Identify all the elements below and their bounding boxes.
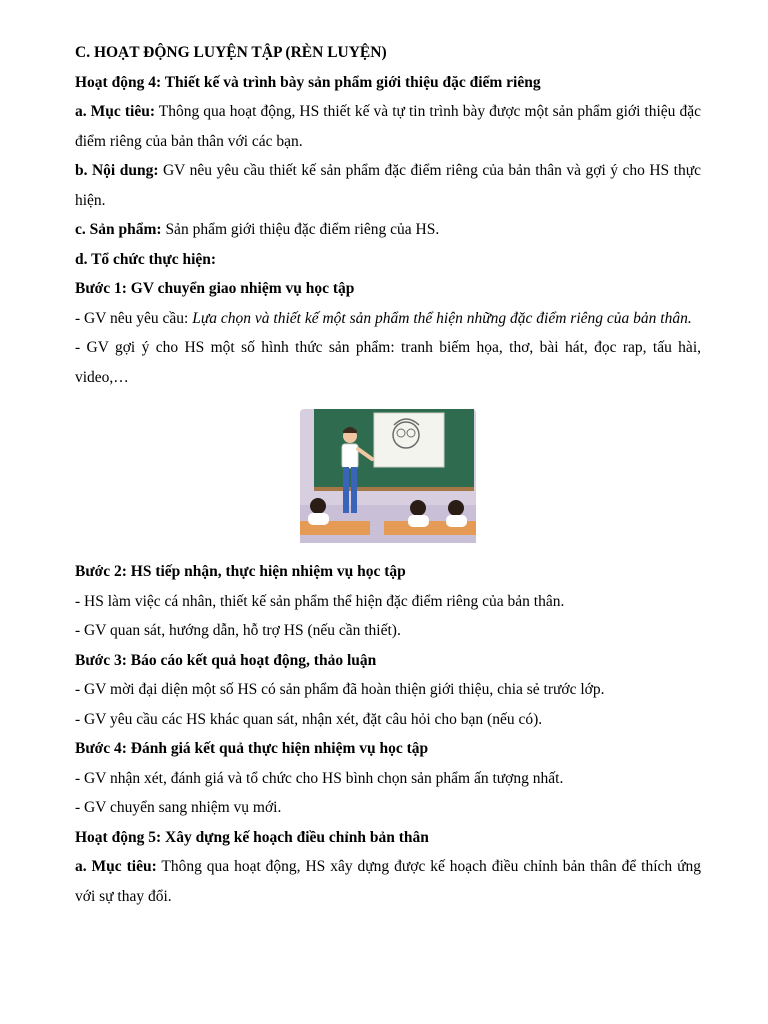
step1-line1-prefix: - GV nêu yêu cầu:	[75, 309, 193, 327]
teacher-shirt	[342, 444, 358, 468]
student-1-head	[310, 498, 326, 514]
student-2-shirt	[408, 515, 429, 527]
step1-line2: - GV gợi ý cho HS một số hình thức sản phẩm: tranh biếm họa, thơ, bài hát, đọc rap, tấu hài, video,…	[75, 339, 701, 386]
product-label: c. Sản phẩm:	[75, 221, 162, 238]
step1-line1-italic: Lựa chọn và thiết kế một sản phẩm thể hiện những đặc điểm riêng của bản thân.	[192, 309, 692, 327]
product-text: Sản phẩm giới thiệu đặc điểm riêng của HS.	[161, 221, 440, 238]
board-ledge	[314, 487, 474, 491]
activity4-title: Hoạt động 4: Thiết kế và trình bày sản phẩm giới thiệu đặc điểm riêng	[75, 73, 541, 91]
step1-title: Bước 1: GV chuyển giao nhiệm vụ học tập	[75, 280, 355, 297]
content-label: b. Nội dung:	[75, 162, 159, 179]
activity5-title: Hoạt động 5: Xây dựng kế hoạch điều chỉnh bản thân	[75, 828, 429, 846]
classroom-illustration	[75, 409, 701, 543]
step4-line1: - GV nhận xét, đánh giá và tổ chức cho HS bình chọn sản phẩm ấn tượng nhất.	[75, 769, 564, 787]
goal-text: Thông qua hoạt động, HS thiết kế và tự tin trình bày được một sản phẩm giới thiệu đặc điểm riêng của bản thân với các bạn.	[75, 103, 701, 150]
step2-title: Bước 2: HS tiếp nhận, thực hiện nhiệm vụ học tập	[75, 563, 406, 580]
classroom-image	[300, 409, 476, 543]
teacher-leg-left	[343, 467, 349, 513]
activity5-goal	[75, 852, 701, 911]
student-3-head	[448, 500, 464, 516]
student-1-shirt	[308, 513, 329, 525]
section-heading-c: C. HOẠT ĐỘNG LUYỆN TẬP (RÈN LUYỆN)	[75, 44, 387, 61]
activity5-goal-text: Thông qua hoạt động, HS xây dựng được kế hoạch điều chỉnh bản thân để thích ứng với sự thay đổi.	[75, 858, 701, 905]
activity5-goal-label: a. Mục tiêu:	[75, 858, 157, 875]
student-2-head	[410, 500, 426, 516]
content-text: GV nêu yêu cầu thiết kế sản phẩm đặc điểm riêng của bản thân và gợi ý cho HS thực hiện.	[75, 162, 701, 209]
step3-title: Bước 3: Báo cáo kết quả hoạt động, thảo luận	[75, 651, 377, 669]
activity4-goal	[75, 97, 701, 156]
activity4-organization: d. Tổ chức thực hiện:	[75, 250, 217, 268]
drawing-paper	[374, 413, 444, 467]
step4-line2: - GV chuyển sang nhiệm vụ mới.	[75, 799, 282, 816]
student-3-shirt	[446, 515, 467, 527]
activity4-product	[75, 215, 701, 245]
activity4-content	[75, 156, 701, 215]
step3-line1: - GV mời đại diện một số HS có sản phẩm đã hoàn thiện giới thiệu, chia sẻ trước lớp.	[75, 681, 605, 698]
goal-label: a. Mục tiêu:	[75, 103, 155, 120]
step2-line1: - HS làm việc cá nhân, thiết kế sản phẩm thể hiện đặc điểm riêng của bản thân.	[75, 592, 565, 610]
step1-line1	[75, 304, 701, 334]
step4-title: Bước 4: Đánh giá kết quả thực hiện nhiệm vụ học tập	[75, 740, 429, 757]
step2-line2: - GV quan sát, hướng dẫn, hỗ trợ HS (nếu cần thiết).	[75, 622, 401, 639]
step3-line2: - GV yêu cầu các HS khác quan sát, nhận xét, đặt câu hỏi cho bạn (nếu có).	[75, 710, 543, 728]
teacher-leg-right	[351, 467, 357, 513]
